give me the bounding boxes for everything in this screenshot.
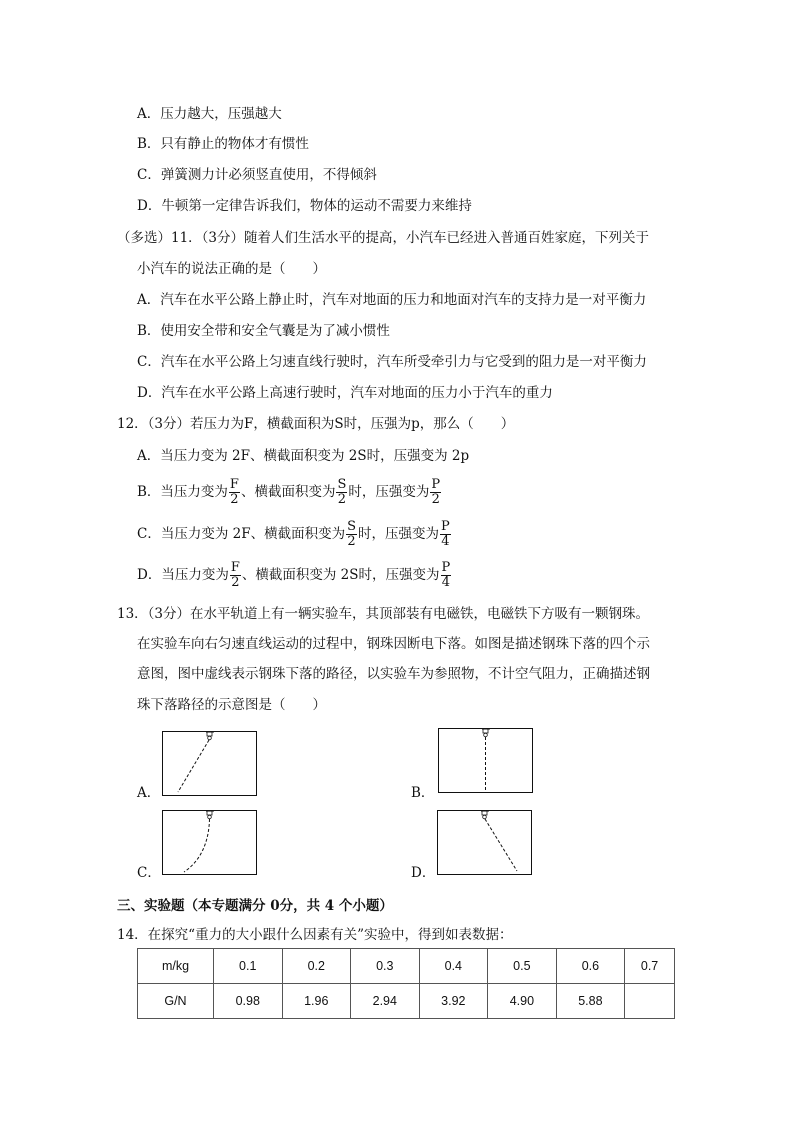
table-cell: 0.6 — [556, 949, 625, 984]
fraction-numerator: P — [440, 519, 450, 534]
figure-c-label: C． — [137, 865, 161, 881]
q12-d-prefix: D．当压力变为 — [137, 567, 229, 583]
q13-stem-line3: 意图，图中虚线表示钢珠下落的路径，以实验车为参照物，不计空气阻力，正确描述钢 — [137, 666, 650, 682]
q12-option-a: A．当压力变为 2F、横截面积变为 2S时，压强变为 2p — [137, 448, 470, 464]
q12-option-d — [137, 561, 452, 590]
fraction — [441, 561, 452, 590]
table-cell: 2.94 — [351, 984, 420, 1019]
fraction-denominator: 2 — [431, 492, 440, 507]
table-cell — [625, 984, 675, 1019]
q13-stem-line2: 在实验车向右匀速直线运动的过程中，钢珠因断电下落。如图是描述钢珠下落的四个示 — [137, 636, 650, 652]
section-heading: 三、实验题（本专题满分 0分，共 4 个小题） — [117, 898, 393, 914]
table-cell: 3.92 — [419, 984, 488, 1019]
q11-stem-line1: （多选）11．（3分）随着人们生活水平的提高，小汽车已经进入普通百姓家庭，下列关于 — [117, 230, 650, 246]
table-cell: G/N — [138, 984, 214, 1019]
fraction — [229, 478, 240, 507]
fraction — [440, 520, 451, 549]
table-cell: 5.88 — [556, 984, 625, 1019]
fraction-denominator: 2 — [337, 492, 347, 507]
q12-d-mid: 、横截面积变为 2S时，压强变为 — [241, 567, 440, 583]
table-cell: 0.5 — [488, 949, 557, 984]
fraction — [230, 561, 241, 590]
q11-option-b: B．使用安全带和安全气囊是为了减小惯性 — [137, 323, 390, 339]
table-cell: 0.2 — [282, 949, 351, 984]
table-row — [138, 949, 675, 984]
fraction-denominator: 4 — [441, 534, 450, 549]
q12-b-mid2: 时，压强变为 — [348, 484, 430, 500]
fraction-numerator: F — [229, 477, 239, 492]
q10-option-d: D．牛顿第一定律告诉我们，物体的运动不需要力来维持 — [137, 198, 472, 214]
figure-a-diagram — [162, 731, 258, 797]
q11-option-d: D．汽车在水平公路上高速行驶时，汽车对地面的压力小于汽车的重力 — [137, 385, 553, 401]
q12-option-c — [137, 520, 452, 549]
q12-option-b — [137, 478, 442, 507]
fraction — [430, 478, 441, 507]
table-row — [138, 984, 675, 1019]
fraction-denominator: 4 — [441, 575, 451, 590]
q12-c-mid: 时，压强变为 — [357, 526, 439, 542]
figure-c-diagram — [162, 810, 258, 876]
fraction-denominator: 2 — [230, 492, 239, 507]
fraction — [346, 520, 357, 549]
q12-b-prefix: B．当压力变为 — [137, 484, 228, 500]
table-cell: 0.1 — [213, 949, 282, 984]
q11-option-a: A．汽车在水平公路上静止时，汽车对地面的压力和地面对汽车的支持力是一对平衡力 — [137, 292, 647, 308]
q10-option-b: B．只有静止的物体才有惯性 — [137, 136, 309, 152]
q14-stem: 14．在探究“重力的大小跟什么因素有关”实验中，得到如表数据： — [117, 927, 513, 943]
q11-stem-line2: 小汽车的说法正确的是（ ） — [137, 261, 326, 277]
fraction-numerator: S — [337, 477, 347, 492]
table-cell: m/kg — [138, 949, 214, 984]
fraction-numerator: P — [441, 560, 451, 575]
q13-stem-line4: 珠下落路径的示意图是（ ） — [137, 697, 326, 713]
figure-d-diagram — [437, 810, 533, 876]
table-cell: 0.7 — [625, 949, 675, 984]
q11-option-c: C．汽车在水平公路上匀速直线行驶时，汽车所受牵引力与它受到的阻力是一对平衡力 — [137, 354, 647, 370]
q12-c-prefix: C．当压力变为 2F、横截面积变为 — [137, 526, 346, 542]
fraction-numerator: F — [230, 560, 240, 575]
q10-option-c: C．弹簧测力计必须竖直使用，不得倾斜 — [137, 167, 377, 183]
figure-b-label: B． — [411, 785, 435, 801]
table-cell: 0.98 — [213, 984, 282, 1019]
figure-a-label: A． — [137, 785, 161, 801]
q12-b-mid: 、横截面积变为 — [240, 484, 336, 500]
data-table — [137, 948, 675, 1019]
table-cell: 1.96 — [282, 984, 351, 1019]
q12-stem: 12．（3分）若压力为F，横截面积为S时，压强为p，那么（ ） — [117, 416, 515, 432]
fraction-denominator: 2 — [231, 575, 240, 590]
table-cell: 4.90 — [488, 984, 557, 1019]
table-cell: 0.4 — [419, 949, 488, 984]
figure-d-label: D． — [411, 865, 436, 881]
fraction — [336, 478, 347, 507]
q10-option-a: A．压力越大，压强越大 — [137, 106, 282, 122]
q13-stem-line1: 13．（3分）在水平轨道上有一辆实验车，其顶部装有电磁铁，电磁铁下方吸有一颗钢珠。 — [117, 606, 650, 622]
table-cell: 0.3 — [351, 949, 420, 984]
fraction-numerator: S — [347, 519, 356, 534]
figure-b-diagram — [438, 728, 534, 794]
fraction-denominator: 2 — [347, 534, 356, 549]
fraction-numerator: P — [431, 477, 441, 492]
